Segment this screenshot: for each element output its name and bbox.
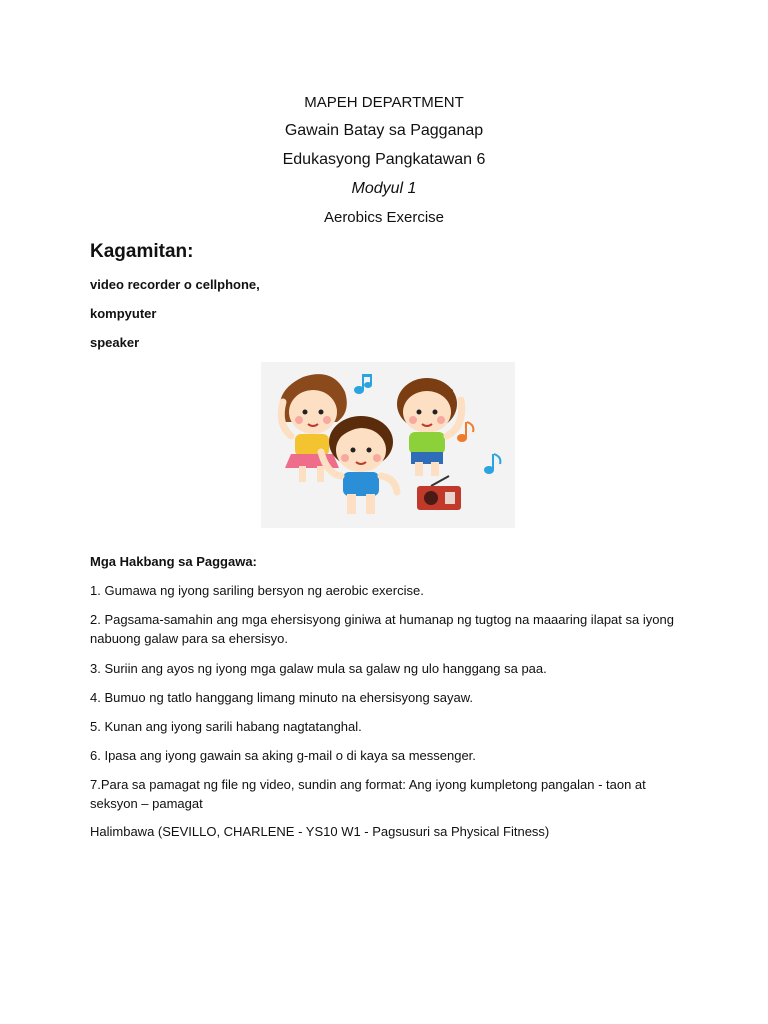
materials-title: Kagamitan: bbox=[90, 241, 194, 262]
material-item: video recorder o cellphone, bbox=[90, 277, 260, 292]
step-item: 1. Gumawa ng iyong sariling bersyon ng aerobic exercise. bbox=[90, 583, 424, 598]
department-heading: MAPEH DEPARTMENT bbox=[304, 94, 464, 111]
material-item: speaker bbox=[90, 335, 140, 350]
cartoon-image bbox=[261, 362, 515, 528]
dancing-children-illustration bbox=[261, 362, 515, 528]
module-heading: Modyul 1 bbox=[351, 180, 417, 197]
step-item: 5. Kunan ang iyong sarili habang nagtatanghal. bbox=[90, 719, 362, 734]
subject-heading: Edukasyong Pangkatawan 6 bbox=[282, 151, 486, 168]
topic-heading: Aerobics Exercise bbox=[323, 209, 445, 226]
material-item: kompyuter bbox=[90, 306, 157, 321]
music-note-icon bbox=[354, 374, 372, 394]
step-item: 7.Para sa pamagat ng file ng video, sundin ang format: Ang iyong kumpletong pangalan - taon at seksyon – pamagat bbox=[90, 777, 646, 811]
step-item: 3. Suriin ang ayos ng iyong mga galaw mula sa galaw ng ulo hanggang sa paa. bbox=[90, 661, 547, 676]
steps-title: Mga Hakbang sa Paggawa: bbox=[90, 554, 257, 569]
activity-heading: Gawain Batay sa Pagganap bbox=[284, 122, 484, 139]
music-note-icon bbox=[484, 454, 500, 474]
step-item: 6. Ipasa ang iyong gawain sa aking g-mail o di kaya sa messenger. bbox=[90, 748, 476, 763]
boy-character-green bbox=[397, 378, 462, 476]
step-item: 2. Pagsama-samahin ang mga ehersisyong giniwa at humanap ng tugtog na maaaring ilapat sa iyong nabuong galaw para sa ehersisyo. bbox=[90, 612, 674, 646]
example-text: Halimbawa (SEVILLO, CHARLENE - YS10 W1 - Pagsusuri sa Physical Fitness) bbox=[90, 824, 550, 839]
radio-speaker-icon bbox=[417, 476, 461, 510]
step-item: 4. Bumuo ng tatlo hanggang limang minuto na ehersisyong sayaw. bbox=[90, 690, 474, 705]
